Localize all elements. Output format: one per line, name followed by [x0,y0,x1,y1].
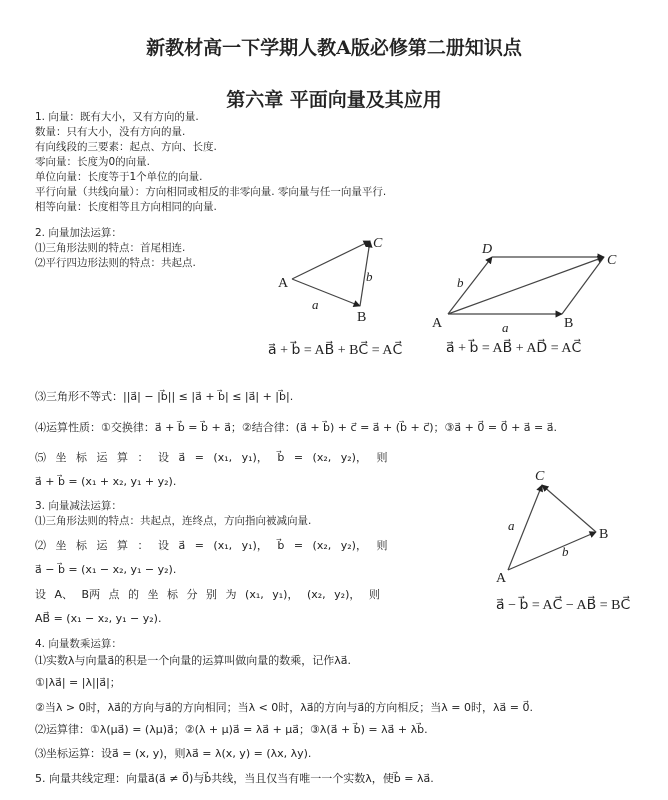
chapter-title: 第六章 平面向量及其应用 [226,89,442,111]
points-coord-line-1: 设 A、 B两 点 的 坐 标 分 别 为 (x₁, y₁)， (x₂, y₂)， 则 [35,588,380,601]
triangle-subtraction-diagram [480,460,630,590]
scalar-coord: ⑶坐标运算：设a⃗ = (x, y)，则λa⃗ = λ(x, y) = (λx, λy). [35,747,312,760]
vertex-b-label: B [599,527,609,542]
scalar-multiplication-definition: ⑴实数λ与向量a⃗的积是一个向量的运算叫做向量的数乘，记作λa⃗. [35,654,351,667]
vertex-d-label: D [482,242,493,257]
vertex-b-label: B [564,316,574,331]
parallelogram-addition-formula: a⃗ + b⃗ = AB⃗ + AD⃗ = AC⃗ [446,341,582,356]
section3-rule-1: ⑴三角形法则的特点：共起点，连终点，方向指向被减向量. [35,515,312,527]
addition-properties: ⑷运算性质：①交换律：a⃗ + b⃗ = b⃗ + a⃗；②结合律：(a⃗ + b⃗) + c⃗ = a⃗ + (b⃗ + c⃗)；③a⃗ + 0⃗ = 0⃗ + a⃗ = a⃗. [35,421,557,434]
vertex-c-label: C [535,469,545,484]
section1-line-4: 零向量：长度为0的向量. [35,156,151,168]
subtraction-coord-line-2: a⃗ − b⃗ = (x₁ − x₂, y₁ − y₂). [35,563,177,576]
triangle-addition-formula: a⃗ + b⃗ = AB⃗ + BC⃗ = AC⃗ [268,343,403,358]
section2-rule-2: ⑵平行四边形法则的特点：共起点. [35,257,196,269]
section2-heading: 2. 向量加法运算： [35,227,122,239]
document-title: 新教材高一下学期人教A版必修第二册知识点 [146,37,522,59]
subtraction-coord-line-1: ⑵ 坐 标 运 算 ： 设 a⃗ = (x₁, y₁)， b⃗ = (x₂, y₂)， 则 [35,539,388,552]
points-coord-line-2: AB⃗ = (x₁ − x₂, y₁ − y₂). [35,612,162,625]
section2-rule-1: ⑴三角形法则的特点：首尾相连. [35,242,186,254]
addition-coord-line-1: ⑸ 坐 标 运 算 ： 设 a⃗ = (x₁, y₁)， b⃗ = (x₂, y₂)， 则 [35,451,388,464]
subtraction-formula: a⃗ − b⃗ = AC⃗ − AB⃗ = BC⃗ [496,598,631,613]
scalar-laws: ⑵运算律：①λ(μa⃗) = (λμ)a⃗；②(λ + μ)a⃗ = λa⃗ + μa⃗；③λ(a⃗ + b⃗) = λa⃗ + λb⃗. [35,723,428,736]
vertex-c-label: C [607,253,617,268]
triangle-inequality: ⑶三角形不等式：||a⃗| − |b⃗|| ≤ |a⃗ + b⃗| ≤ |a⃗| + |b⃗|. [35,390,294,403]
section1-line-5: 单位向量：长度等于1个单位的向量. [35,171,203,183]
vector-b-label: b⃗ [366,269,383,284]
section1-line-7: 相等向量：长度相等且方向相同的向量. [35,201,217,213]
vertex-a-label: A [278,276,289,291]
vertex-b-label: B [357,310,367,325]
vector-a-label: a⃗ [502,320,519,335]
vector-b-label: b⃗ [562,544,579,559]
section4-heading: 4. 向量数乘运算： [35,638,122,650]
triangle-addition-diagram [270,225,400,325]
addition-coord-line-2: a⃗ + b⃗ = (x₁ + x₂, y₁ + y₂). [35,475,177,488]
collinear-theorem: 5. 向量共线定理：向量a⃗(a⃗ ≠ 0⃗)与b⃗共线，当且仅当有唯一一个实数λ，使b⃗ = λa⃗. [35,772,434,785]
section1-line-3: 有向线段的三要素：起点、方向、长度. [35,141,217,153]
vector-a-label: a⃗ [312,297,329,312]
section1-line-2: 数量：只有大小，没有方向的量. [35,126,186,138]
vector-b-label: b⃗ [457,275,474,290]
parallelogram-diagram [425,235,640,335]
section1-line-1: 1. 向量：既有大小，又有方向的量. [35,111,199,123]
section3-heading: 3. 向量减法运算： [35,500,122,512]
vector-a-label: a⃗ [508,518,525,533]
vertex-a-label: A [432,316,443,331]
scalar-item-1: ①|λa⃗| = |λ||a⃗|； [35,676,121,689]
section1-line-6: 平行向量（共线向量）：方向相同或相反的非零向量. 零向量与任一向量平行. [35,186,387,198]
vertex-c-label: C [373,236,383,251]
scalar-item-2: ②当λ > 0时，λa⃗的方向与a⃗的方向相同；当λ < 0时，λa⃗的方向与a⃗的方向相反；当λ = 0时，λa⃗ = 0⃗. [35,701,533,714]
vertex-a-label: A [496,571,507,586]
